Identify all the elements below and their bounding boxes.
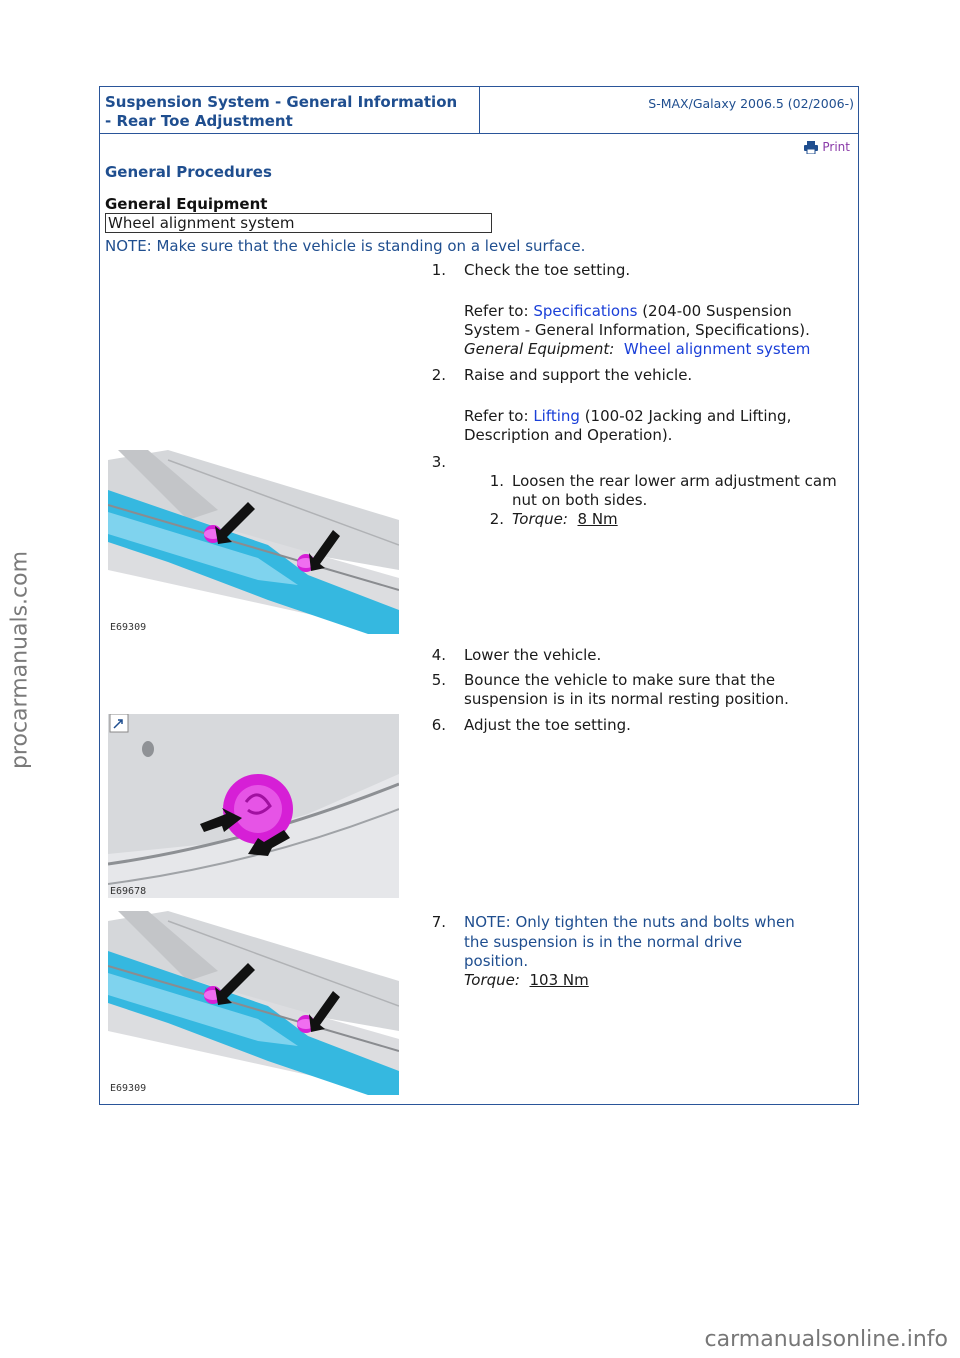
refer-prefix: Refer to: — [464, 302, 534, 320]
figure-3-code: E69309 — [110, 1083, 147, 1094]
figure-cam-nuts — [108, 450, 399, 634]
page-title — [105, 93, 475, 131]
figure-tighten-nuts — [108, 911, 399, 1095]
torque-label: Torque: — [512, 510, 568, 528]
step-6-number: 6. — [431, 716, 446, 734]
step-3-sub-1-text-cont: nut on both sides. — [512, 491, 648, 509]
step-5-number: 5. — [431, 671, 446, 689]
step-7-number: 7. — [431, 913, 446, 931]
wheel-alignment-link[interactable]: Wheel alignment system — [623, 340, 811, 358]
equipment-table — [105, 213, 492, 233]
refer-rest: (100-02 Jacking and Lifting, — [579, 407, 792, 425]
title-line-2: - Rear Toe Adjustment — [105, 112, 293, 130]
step-2-number: 2. — [431, 366, 446, 384]
torque-label: Torque: — [464, 971, 520, 989]
figure-1-illustration — [108, 450, 399, 634]
torque-value: 8 Nm — [577, 510, 618, 528]
print-label: Print — [822, 140, 850, 154]
footer-watermark: carmanualsonline.info — [704, 1327, 948, 1352]
specifications-link[interactable]: Specifications — [533, 302, 638, 320]
refer-prefix: Refer to: — [464, 407, 534, 425]
page-header — [100, 87, 858, 134]
step-7-note-end: position. — [464, 952, 529, 970]
step-1-reference — [464, 302, 792, 321]
step-7-torque — [464, 971, 589, 990]
equipment-item: Wheel alignment system — [108, 214, 295, 232]
step-2-text: Raise and support the vehicle. — [464, 366, 693, 384]
side-watermark — [0, 500, 40, 820]
step-1-number: 1. — [431, 261, 446, 279]
step-4-text: Lower the vehicle. — [464, 646, 602, 664]
document-frame — [99, 86, 859, 1105]
step-3-sub-1-text: Loosen the rear lower arm adjustment cam — [512, 472, 837, 490]
refer-rest: (204-00 Suspension — [637, 302, 792, 320]
print-button[interactable] — [804, 140, 850, 154]
level-surface-note: NOTE: Make sure that the vehicle is standing on a level surface. — [105, 237, 586, 255]
step-2-reference — [464, 407, 791, 426]
step-1-text: Check the toe setting. — [464, 261, 631, 279]
step-7-note-cont: the suspension is in the normal drive — [464, 933, 743, 951]
step-7-note: NOTE: Only tighten the nuts and bolts when — [464, 913, 795, 931]
lifting-link[interactable]: Lifting — [533, 407, 580, 425]
step-1-reference-cont: System - General Information, Specifications). — [464, 321, 810, 339]
step-3-number: 3. — [431, 453, 446, 471]
printer-icon — [804, 141, 818, 154]
equipment-label: General Equipment: — [464, 340, 615, 358]
figure-1-code: E69309 — [110, 622, 147, 633]
step-5-text-cont: suspension is in its normal resting position. — [464, 690, 789, 708]
step-4-number: 4. — [431, 646, 446, 664]
vehicle-model: S-MAX/Galaxy 2006.5 (02/2006-) — [648, 96, 854, 111]
title-line-1: Suspension System - General Information — [105, 93, 458, 111]
side-watermark-text: procarmanuals.com — [7, 550, 33, 770]
torque-value: 103 Nm — [529, 971, 589, 989]
section-title: General Procedures — [105, 163, 272, 181]
header-divider — [479, 87, 480, 133]
figure-2-code: E69678 — [110, 886, 147, 897]
step-5-text: Bounce the vehicle to make sure that the — [464, 671, 776, 689]
step-2-reference-cont: Description and Operation). — [464, 426, 673, 444]
figure-2-illustration — [108, 714, 399, 898]
step-1-equipment — [464, 340, 810, 359]
step-3-sub-1-number: 1. — [489, 472, 504, 490]
equipment-heading: General Equipment — [105, 195, 268, 213]
figure-adjust-toe — [108, 714, 399, 898]
step-6-text: Adjust the toe setting. — [464, 716, 631, 734]
step-3-sub-2-number: 2. — [489, 510, 504, 528]
step-3-torque — [512, 510, 618, 529]
figure-3-illustration — [108, 911, 399, 1095]
